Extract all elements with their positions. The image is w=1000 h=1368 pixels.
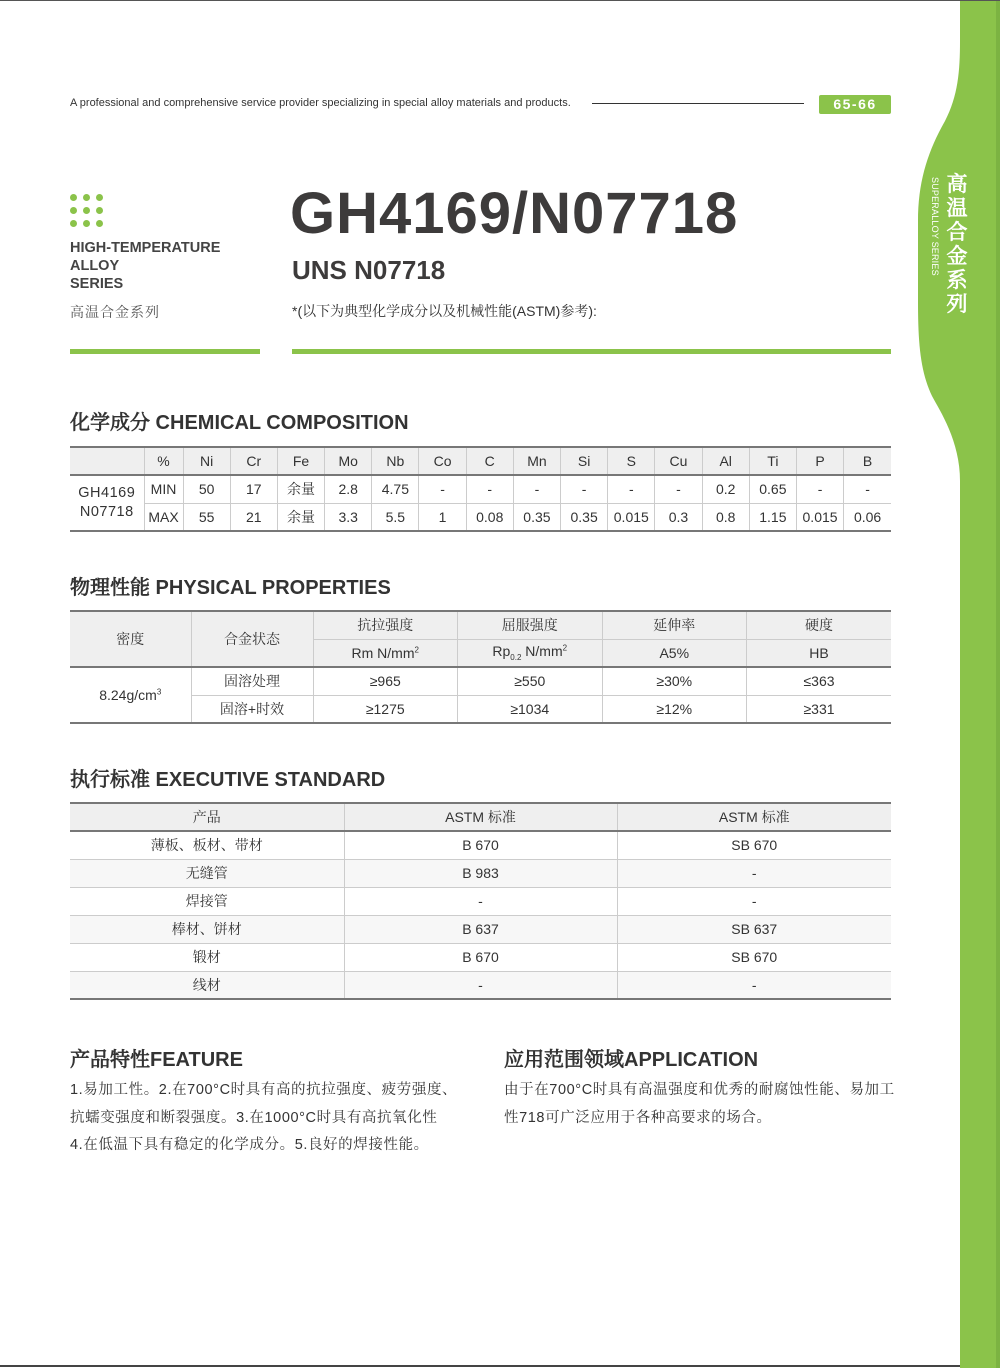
table-cell: 0.2 bbox=[702, 475, 749, 503]
table-cell: 余量 bbox=[277, 475, 324, 503]
table-header-cell: ASTM 标准 bbox=[617, 803, 891, 831]
section-title-application: 应用范围领域APPLICATION bbox=[504, 1049, 759, 1071]
feature-text bbox=[70, 1077, 490, 1160]
table-cell: ≥1275 bbox=[313, 695, 458, 723]
table-header-cell: Si bbox=[561, 447, 608, 475]
density-value: 8.24g/cm bbox=[99, 687, 157, 703]
table-cell: 4.75 bbox=[372, 475, 419, 503]
table-row bbox=[70, 667, 891, 695]
table-cell: - bbox=[344, 887, 617, 915]
density-cell bbox=[70, 667, 191, 723]
table-header-cell: Mn bbox=[513, 447, 560, 475]
section-title-standard: 执行标准 EXECUTIVE STANDARD bbox=[70, 769, 386, 791]
series-title-line: SERIES bbox=[70, 276, 124, 292]
product-title: GH4169/N07718 bbox=[290, 181, 739, 246]
series-title-en bbox=[70, 239, 220, 293]
table-cell: 0.35 bbox=[561, 503, 608, 531]
table-cell: 固溶+时效 bbox=[191, 695, 313, 723]
series-title-cn: 高温合金系列 bbox=[70, 304, 160, 320]
feature-line: 4.在低温下具有稳定的化学成分。5.良好的焊接性能。 bbox=[70, 1137, 429, 1153]
table-header-cell: 抗拉强度 bbox=[313, 611, 458, 639]
table-cell: 固溶处理 bbox=[191, 667, 313, 695]
table-header-cell: Cu bbox=[655, 447, 702, 475]
chemical-composition-table bbox=[70, 446, 891, 532]
product-uns: UNS N07718 bbox=[292, 255, 446, 285]
table-header-cell: Al bbox=[702, 447, 749, 475]
table-cell: ≤363 bbox=[747, 667, 892, 695]
table-cell: 锻材 bbox=[192, 949, 221, 965]
unit-cell: HB bbox=[747, 639, 892, 667]
table-cell: B 670 bbox=[344, 943, 617, 971]
unit-cell: A5% bbox=[602, 639, 747, 667]
table-cell: 3.3 bbox=[325, 503, 372, 531]
table-cell: 5.5 bbox=[372, 503, 419, 531]
table-cell: - bbox=[617, 887, 891, 915]
accent-rule bbox=[292, 349, 891, 354]
feature-line: 1.易加工性。2.在700°C时具有高的抗拉强度、疲劳强度、 bbox=[70, 1082, 458, 1098]
table-header-cell: Ti bbox=[749, 447, 796, 475]
table-header-cell: % bbox=[144, 447, 183, 475]
table-cell: 1.15 bbox=[749, 503, 796, 531]
table-row bbox=[70, 695, 891, 723]
dots-grid-icon bbox=[70, 194, 106, 230]
page-number-badge: 65-66 bbox=[819, 95, 891, 114]
table-header-cell: C bbox=[466, 447, 513, 475]
table-row bbox=[70, 943, 891, 971]
feature-line: 抗蠕变强度和断裂强度。3.在1000°C时具有高抗氧化性 bbox=[70, 1109, 438, 1126]
table-cell: SB 670 bbox=[617, 831, 891, 859]
unit-cell bbox=[313, 639, 458, 667]
table-cell: 线材 bbox=[192, 976, 221, 993]
table-header-cell: P bbox=[796, 447, 843, 475]
unit-text: N/mm bbox=[521, 643, 563, 660]
table-cell: B 670 bbox=[344, 831, 617, 859]
table-header-cell: ASTM 标准 bbox=[344, 803, 617, 831]
table-cell: 1 bbox=[419, 503, 466, 531]
table-cell: SB 670 bbox=[617, 943, 891, 971]
table-header-row bbox=[70, 447, 891, 475]
table-cell: ≥965 bbox=[313, 667, 458, 695]
table-header-cell: Mo bbox=[325, 447, 372, 475]
table-header-cell: 延伸率 bbox=[602, 611, 747, 639]
table-header-cell: Co bbox=[419, 447, 466, 475]
table-header-row bbox=[70, 803, 891, 831]
physical-properties-table bbox=[70, 610, 891, 724]
table-cell: 薄板、板材、带材 bbox=[150, 837, 263, 854]
executive-standard-table bbox=[70, 802, 891, 1000]
table-header-cell: 合金状态 bbox=[191, 611, 313, 667]
table-cell: 0.06 bbox=[844, 503, 891, 531]
table-cell: - bbox=[513, 475, 560, 503]
table-row bbox=[70, 971, 891, 999]
table-cell: 21 bbox=[230, 503, 277, 531]
side-tab-title-cn: 高温合金系列 bbox=[946, 173, 968, 316]
unit-sup: 2 bbox=[414, 645, 419, 655]
table-cell: 50 bbox=[183, 475, 230, 503]
table-cell: - bbox=[608, 475, 655, 503]
table-row bbox=[70, 887, 891, 915]
table-cell: B 983 bbox=[344, 859, 617, 887]
accent-rule bbox=[70, 349, 260, 354]
table-cell: 0.08 bbox=[466, 503, 513, 531]
section-title-physical: 物理性能 PHYSICAL PROPERTIES bbox=[70, 577, 391, 599]
unit-text: Rp bbox=[492, 643, 511, 660]
table-header-cell bbox=[70, 447, 144, 475]
series-title-line: ALLOY bbox=[70, 258, 120, 274]
table-row bbox=[70, 503, 891, 531]
table-cell: - bbox=[561, 475, 608, 503]
table-row bbox=[70, 475, 891, 503]
table-cell: - bbox=[344, 971, 617, 999]
section-title-feature: 产品特性FEATURE bbox=[70, 1049, 243, 1071]
table-cell: 无缝管 bbox=[185, 865, 228, 881]
grade-line: N07718 bbox=[79, 504, 134, 520]
table-cell: 0.65 bbox=[749, 475, 796, 503]
table-cell: ≥1034 bbox=[458, 695, 603, 723]
table-cell: 0.35 bbox=[513, 503, 560, 531]
table-cell: SB 637 bbox=[617, 915, 891, 943]
table-cell: 0.015 bbox=[608, 503, 655, 531]
table-header-cell: B bbox=[844, 447, 891, 475]
table-cell: 2.8 bbox=[325, 475, 372, 503]
table-cell: B 637 bbox=[344, 915, 617, 943]
header-tagline: A professional and comprehensive service provider specializing in special alloy materials and products. bbox=[70, 97, 571, 109]
table-cell: ≥331 bbox=[747, 695, 892, 723]
table-row bbox=[70, 859, 891, 887]
table-cell: ≥550 bbox=[458, 667, 603, 695]
table-cell: 0.015 bbox=[796, 503, 843, 531]
table-cell: 17 bbox=[230, 475, 277, 503]
unit-text: Rm N/mm bbox=[351, 644, 415, 661]
application-line: 性718可广泛应用于各种高要求的场合。 bbox=[504, 1109, 772, 1126]
unit-cell bbox=[458, 639, 603, 667]
table-cell: - bbox=[617, 971, 891, 999]
grade-cell bbox=[70, 475, 144, 531]
table-header-cell: Cr bbox=[230, 447, 277, 475]
application-line: 由于在700°C时具有高温强度和优秀的耐腐蚀性能、易加工 bbox=[504, 1082, 895, 1098]
density-sup: 3 bbox=[156, 687, 162, 697]
table-row bbox=[70, 831, 891, 859]
table-header-cell: Ni bbox=[183, 447, 230, 475]
series-title-line: HIGH-TEMPERATURE bbox=[70, 240, 221, 256]
table-cell: 焊接管 bbox=[185, 893, 228, 909]
table-cell: 0.3 bbox=[655, 503, 702, 531]
table-cell: 0.8 bbox=[702, 503, 749, 531]
grade-line: GH4169 bbox=[78, 485, 136, 501]
table-cell: - bbox=[617, 859, 891, 887]
table-cell: - bbox=[466, 475, 513, 503]
section-title-chemical: 化学成分 CHEMICAL COMPOSITION bbox=[70, 412, 409, 434]
table-cell: - bbox=[419, 475, 466, 503]
table-cell: ≥30% bbox=[602, 667, 747, 695]
table-cell: 棒材、饼材 bbox=[171, 921, 242, 937]
table-header-cell: 密度 bbox=[116, 631, 145, 647]
table-header-cell: Fe bbox=[277, 447, 324, 475]
table-header-row bbox=[70, 611, 891, 639]
table-row bbox=[70, 915, 891, 943]
table-header-cell: 屈服强度 bbox=[458, 611, 603, 639]
table-cell: - bbox=[655, 475, 702, 503]
product-note: *(以下为典型化学成分以及机械性能(ASTM)参考): bbox=[292, 303, 597, 319]
row-label: MAX bbox=[144, 503, 183, 531]
unit-sup: 2 bbox=[562, 643, 568, 653]
table-cell: - bbox=[844, 475, 891, 503]
header-divider bbox=[592, 103, 804, 104]
row-label: MIN bbox=[144, 475, 183, 503]
table-header-cell: S bbox=[608, 447, 655, 475]
table-header-cell: 硬度 bbox=[747, 611, 892, 639]
unit-sub: 0.2 bbox=[510, 653, 522, 663]
table-cell: - bbox=[796, 475, 843, 503]
application-text bbox=[504, 1077, 904, 1132]
table-cell: 余量 bbox=[277, 503, 324, 531]
table-cell: 55 bbox=[183, 503, 230, 531]
side-tab-title-en: SUPERALLOY SERIES bbox=[930, 177, 940, 276]
table-cell: ≥12% bbox=[602, 695, 747, 723]
table-header-cell: Nb bbox=[372, 447, 419, 475]
table-header-cell: 产品 bbox=[192, 809, 221, 825]
